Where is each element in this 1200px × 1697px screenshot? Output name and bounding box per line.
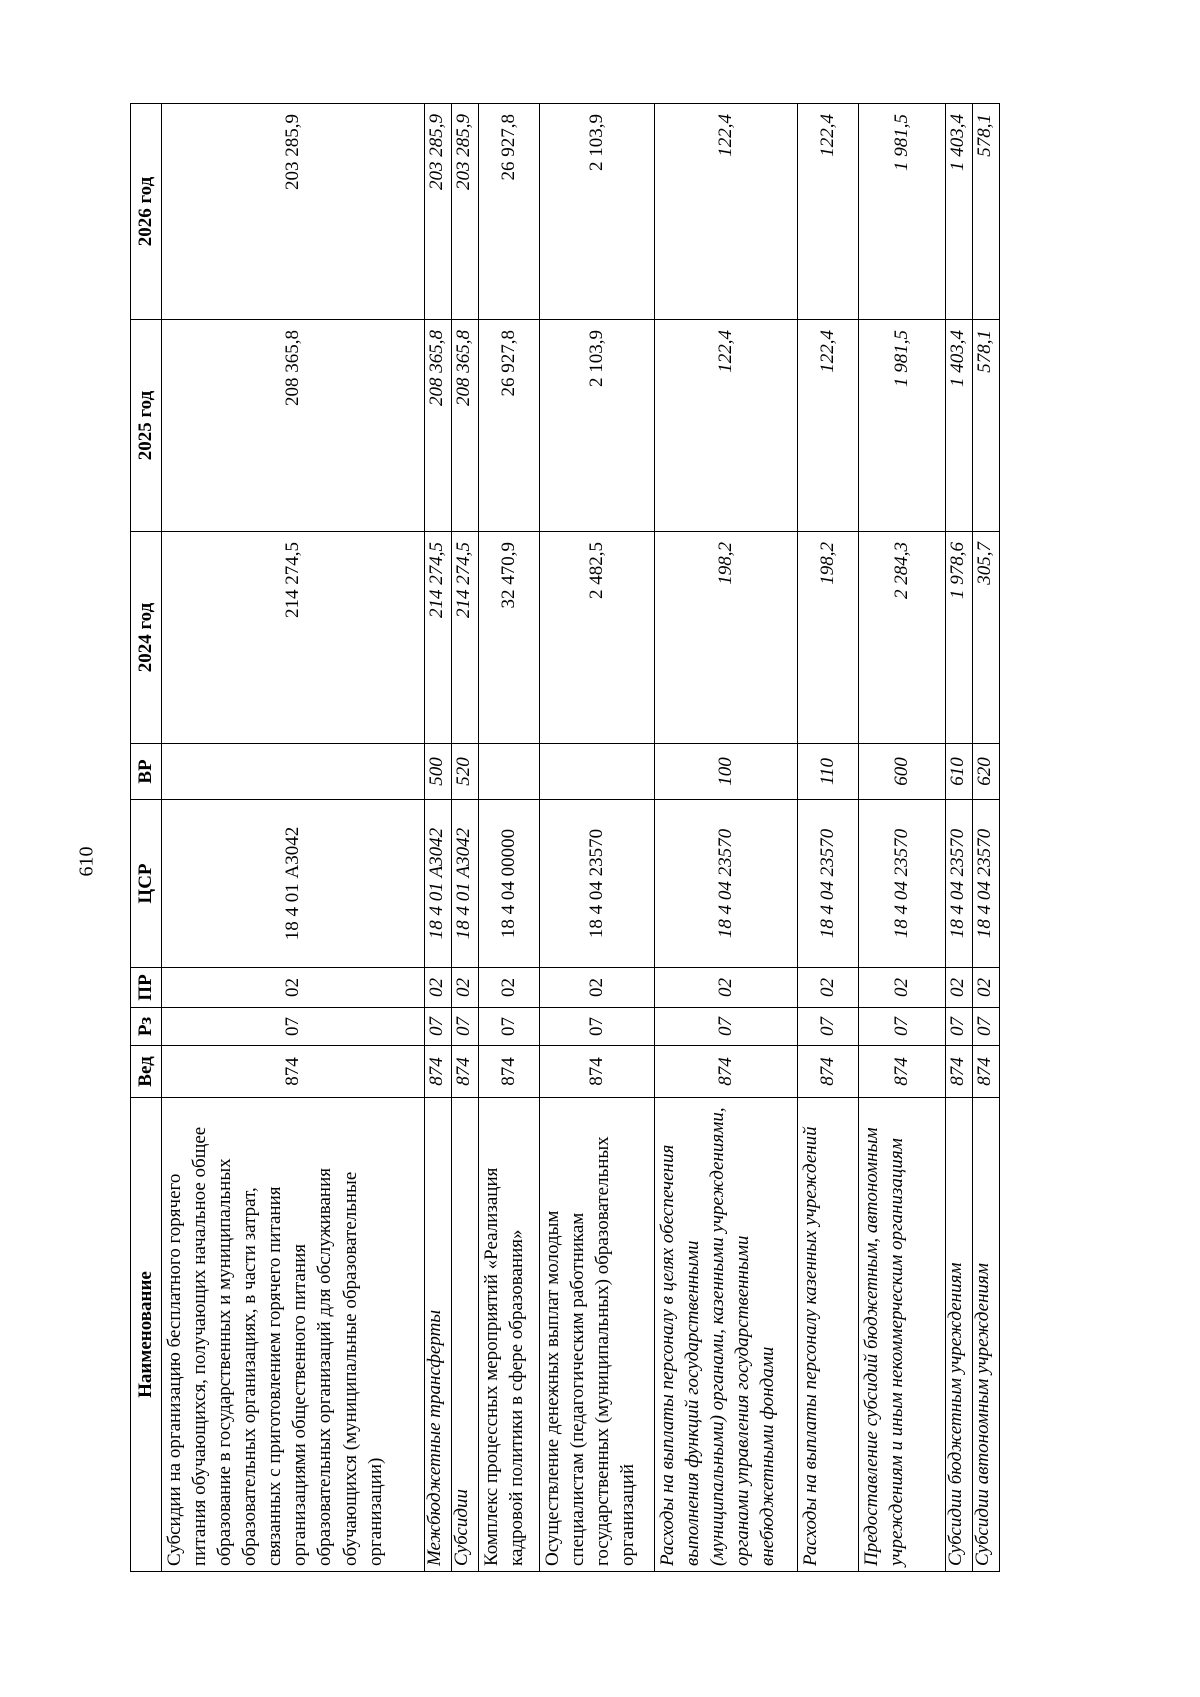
row-2026: 1 403,4 xyxy=(945,104,972,320)
row-2024: 214 274,5 xyxy=(451,532,478,744)
row-vr: 520 xyxy=(451,744,478,800)
row-vr xyxy=(478,744,539,800)
row-2026: 2 103,9 xyxy=(539,104,654,320)
table-row xyxy=(478,104,539,1572)
row-2026: 203 285,9 xyxy=(162,104,425,320)
row-pr: 02 xyxy=(798,968,859,1008)
row-pr: 02 xyxy=(162,968,425,1008)
table-row xyxy=(162,104,425,1572)
row-pr: 02 xyxy=(858,968,945,1008)
row-csr: 18 4 04 23570 xyxy=(945,800,972,968)
row-csr: 18 4 01 А3042 xyxy=(424,800,451,968)
row-ved: 874 xyxy=(945,1046,972,1098)
row-2025: 122,4 xyxy=(798,320,859,532)
row-2026: 122,4 xyxy=(654,104,797,320)
row-2026: 122,4 xyxy=(798,104,859,320)
row-name: Субсидии xyxy=(451,1098,478,1572)
row-2025: 578,1 xyxy=(972,320,999,532)
header-2025: 2025 год xyxy=(131,320,162,532)
row-name: Предоставление субсидий бюджетным, автономным учреждениям и иным некоммерческим организациям xyxy=(858,1098,945,1572)
row-name: Межбюджетные трансферты xyxy=(424,1098,451,1572)
row-vr xyxy=(539,744,654,800)
row-csr: 18 4 01 А3042 xyxy=(451,800,478,968)
row-2025: 208 365,8 xyxy=(162,320,425,532)
row-2025: 122,4 xyxy=(654,320,797,532)
row-vr: 600 xyxy=(858,744,945,800)
row-pr: 02 xyxy=(451,968,478,1008)
header-rz: Рз xyxy=(131,1008,162,1046)
row-vr xyxy=(162,744,425,800)
row-2026: 203 285,9 xyxy=(451,104,478,320)
row-ved: 874 xyxy=(858,1046,945,1098)
header-ved: Вед xyxy=(131,1046,162,1098)
row-csr: 18 4 04 23570 xyxy=(972,800,999,968)
table-row xyxy=(798,104,859,1572)
row-name: Комплекс процессных мероприятий «Реализация кадровой политики в сфере образования» xyxy=(478,1098,539,1572)
table-row xyxy=(945,104,972,1572)
row-vr: 610 xyxy=(945,744,972,800)
row-csr: 18 4 04 00000 xyxy=(478,800,539,968)
row-2024: 198,2 xyxy=(654,532,797,744)
row-ved: 874 xyxy=(539,1046,654,1098)
header-2024: 2024 год xyxy=(131,532,162,744)
table-row xyxy=(451,104,478,1572)
row-2025: 1 403,4 xyxy=(945,320,972,532)
rotated-table-container xyxy=(130,104,1000,1572)
row-csr: 18 4 04 23570 xyxy=(858,800,945,968)
row-2026: 26 927,8 xyxy=(478,104,539,320)
row-2025: 208 365,8 xyxy=(424,320,451,532)
row-ved: 874 xyxy=(798,1046,859,1098)
row-2025: 26 927,8 xyxy=(478,320,539,532)
row-2025: 208 365,8 xyxy=(451,320,478,532)
row-name: Осуществление денежных выплат молодым специалистам (педагогическим работникам государственных (муниципальных) образовательных организаций xyxy=(539,1098,654,1572)
header-pr: ПР xyxy=(131,968,162,1008)
row-name: Субсидии автономным учреждениям xyxy=(972,1098,999,1572)
row-rz: 07 xyxy=(858,1008,945,1046)
row-pr: 02 xyxy=(972,968,999,1008)
row-rz: 07 xyxy=(972,1008,999,1046)
row-rz: 07 xyxy=(478,1008,539,1046)
row-rz: 07 xyxy=(424,1008,451,1046)
row-ved: 874 xyxy=(162,1046,425,1098)
row-2024: 305,7 xyxy=(972,532,999,744)
table-row xyxy=(858,104,945,1572)
row-ved: 874 xyxy=(424,1046,451,1098)
row-ved: 874 xyxy=(972,1046,999,1098)
row-pr: 02 xyxy=(654,968,797,1008)
header-row xyxy=(131,104,162,1572)
page-number: 610 xyxy=(75,846,98,877)
row-2026: 1 981,5 xyxy=(858,104,945,320)
row-2024: 198,2 xyxy=(798,532,859,744)
row-rz: 07 xyxy=(162,1008,425,1046)
header-csr: ЦСР xyxy=(131,800,162,968)
header-name: Наименование xyxy=(131,1098,162,1572)
row-2024: 214 274,5 xyxy=(162,532,425,744)
header-vr: ВР xyxy=(131,744,162,800)
table-row xyxy=(972,104,999,1572)
row-2024: 214 274,5 xyxy=(424,532,451,744)
row-rz: 07 xyxy=(798,1008,859,1046)
row-2026: 578,1 xyxy=(972,104,999,320)
row-vr: 500 xyxy=(424,744,451,800)
row-name: Субсидии бюджетным учреждениям xyxy=(945,1098,972,1572)
table-row xyxy=(424,104,451,1572)
row-csr: 18 4 01 А3042 xyxy=(162,800,425,968)
row-2024: 2 284,3 xyxy=(858,532,945,744)
row-pr: 02 xyxy=(945,968,972,1008)
header-2026: 2026 год xyxy=(131,104,162,320)
row-csr: 18 4 04 23570 xyxy=(798,800,859,968)
row-ved: 874 xyxy=(478,1046,539,1098)
row-pr: 02 xyxy=(478,968,539,1008)
table-row xyxy=(539,104,654,1572)
row-name: Субсидии на организацию бесплатного горячего питания обучающихся, получающих начальное общее образование в государственных и муниципальных образовательных организациях, в части затрат, связанных с приготовлением горячего питания организациями общественного питания образовательных организаций для обслуживания обучающихся (муниципальные образовательные организации) xyxy=(162,1098,425,1572)
row-vr: 110 xyxy=(798,744,859,800)
row-vr: 620 xyxy=(972,744,999,800)
row-2024: 2 482,5 xyxy=(539,532,654,744)
row-pr: 02 xyxy=(424,968,451,1008)
row-rz: 07 xyxy=(654,1008,797,1046)
row-csr: 18 4 04 23570 xyxy=(654,800,797,968)
row-name: Расходы на выплаты персоналу казенных учреждений xyxy=(798,1098,859,1572)
row-pr: 02 xyxy=(539,968,654,1008)
row-2025: 1 981,5 xyxy=(858,320,945,532)
row-vr: 100 xyxy=(654,744,797,800)
row-name: Расходы на выплаты персоналу в целях обеспечения выполнения функций государственными (муниципальными) органами, казенными учреждениями, органами управления государственными внебюджетными фондами xyxy=(654,1098,797,1572)
row-2025: 2 103,9 xyxy=(539,320,654,532)
row-rz: 07 xyxy=(451,1008,478,1046)
row-rz: 07 xyxy=(945,1008,972,1046)
row-2024: 1 978,6 xyxy=(945,532,972,744)
row-ved: 874 xyxy=(451,1046,478,1098)
table-row xyxy=(654,104,797,1572)
row-rz: 07 xyxy=(539,1008,654,1046)
row-2024: 32 470,9 xyxy=(478,532,539,744)
row-ved: 874 xyxy=(654,1046,797,1098)
row-2026: 203 285,9 xyxy=(424,104,451,320)
budget-table xyxy=(130,103,1000,1572)
row-csr: 18 4 04 23570 xyxy=(539,800,654,968)
